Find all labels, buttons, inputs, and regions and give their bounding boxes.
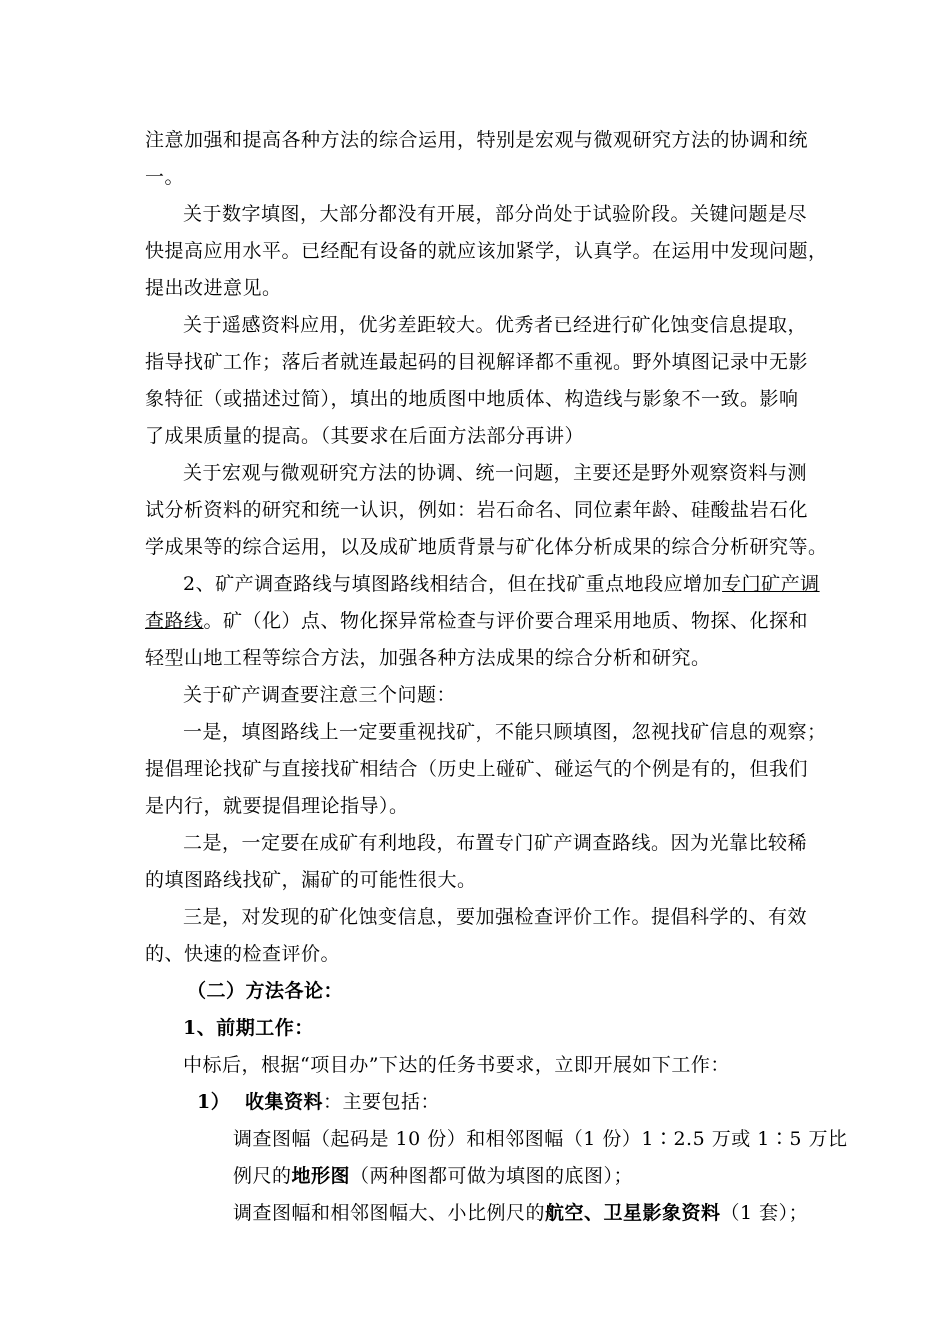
text-line: 一是，填图路线上一定要重视找矿，不能只顾填图，忽视找矿信息的观察； <box>183 721 827 743</box>
paragraph-issue-one <box>145 714 827 825</box>
text-line <box>145 1158 810 1195</box>
text-line: 关于矿产调查要注意三个问题： <box>183 684 457 706</box>
text-line: 三是，对发现的矿化蚀变信息，要加强检查评价工作。提倡科学的、有效 <box>183 906 808 928</box>
underlined-text: 专门矿产调 <box>722 573 820 595</box>
text-line: 了成果质量的提高。（其要求在后面方法部分再讲） <box>145 425 585 447</box>
text-line: 快提高应用水平。已经配有设备的就应该加紧学，认真学。在运用中发现问题， <box>145 240 828 262</box>
paragraph-imagery <box>145 1195 810 1232</box>
paragraph-1 <box>145 122 810 196</box>
paragraph-mineral-survey <box>145 566 820 677</box>
text-span: 例尺的 <box>233 1165 292 1187</box>
bold-text: 航空、卫星影象资料 <box>545 1202 721 1224</box>
text-line: 一。 <box>145 166 185 188</box>
text-line: 关于宏观与微观研究方法的协调、统一问题，主要还是野外观察资料与测 <box>183 462 808 484</box>
paragraph-three-issues <box>145 677 810 714</box>
paragraph-macro-micro <box>145 455 828 566</box>
text-span: ：主要包括： <box>323 1091 441 1113</box>
text-span: 2、矿产调查路线与填图路线相结合，但在找矿重点地段应增加 <box>183 573 723 595</box>
paragraph-topo-maps <box>145 1121 848 1195</box>
text-line <box>145 1195 810 1232</box>
text-line <box>145 603 810 640</box>
paragraph-issue-three <box>145 899 810 973</box>
paragraph-after-bid <box>145 1047 810 1084</box>
section-heading-methods: （二）方法各论： <box>187 980 344 1002</box>
text-line: 关于遥感资料应用，优劣差距较大。优秀者已经进行矿化蚀变信息提取， <box>183 314 808 336</box>
text-line: 学成果等的综合运用，以及成矿地质背景与矿化体分析成果的综合分析研究等。 <box>145 536 828 558</box>
text-line: 提倡理论找矿与直接找矿相结合（历史上碰矿、碰运气的个例是有的，但我们 <box>145 758 809 780</box>
text-line: 是内行，就要提倡理论指导）。 <box>145 795 409 817</box>
paragraph-remote-sensing <box>145 307 810 455</box>
text-span: （两种图都可做为填图的底图）； <box>350 1165 634 1187</box>
section-heading-early-work: 1、前期工作： <box>183 1017 314 1039</box>
text-line: 提出改进意见。 <box>145 277 282 299</box>
list-item-collect-data <box>145 1084 810 1121</box>
paragraph-digital-mapping <box>145 196 828 307</box>
text-line: 二是，一定要在成矿有利地段，布置专门矿产调查路线。因为光靠比较稀 <box>183 832 808 854</box>
bold-text: 地形图 <box>291 1165 351 1187</box>
text-line: 注意加强和提高各种方法的综合运用，特别是宏观与微观研究方法的协调和统 <box>145 129 809 151</box>
text-line: 轻型山地工程等综合方法，加强各种方法成果的综合分析和研究。 <box>145 647 711 669</box>
text-line: 象特征（或描述过简），填出的地质图中地质体、构造线与影象不一致。影响 <box>145 388 799 410</box>
underlined-text: 查路线 <box>145 610 204 632</box>
text-line: 关于数字填图，大部分都没有开展，部分尚处于试验阶段。关键问题是尽 <box>183 203 808 225</box>
text-span: 。矿（化）点、物化探异常检查与评价要合理采用地质、物探、化探和 <box>203 610 809 632</box>
text-span: （1 套）； <box>720 1202 809 1224</box>
paragraph-issue-two <box>145 825 810 899</box>
document-body <box>145 122 848 1232</box>
text-line: 试分析资料的研究和统一认识，例如：岩石命名、同位素年龄、硅酸盐岩石化 <box>145 499 809 521</box>
text-line <box>145 566 820 603</box>
text-line: 的填图路线找矿，漏矿的可能性很大。 <box>145 869 477 891</box>
text-line: 调查图幅（起码是 10 份）和相邻图幅（1 份）1∶2.5 万或 1∶5 万比 <box>233 1128 848 1150</box>
text-line: 中标后，根据“项目办”下达的任务书要求，立即开展如下工作： <box>183 1054 730 1076</box>
text-span: 调查图幅和相邻图幅大、小比例尺的 <box>233 1202 546 1224</box>
text-line: 指导找矿工作；落后者就连最起码的目视解译都不重视。野外填图记录中无影 <box>145 351 809 373</box>
list-item-title: 收集资料 <box>245 1091 324 1113</box>
list-item-number: 1） <box>197 1091 231 1113</box>
text-line: 的、快速的检查评价。 <box>145 943 341 965</box>
